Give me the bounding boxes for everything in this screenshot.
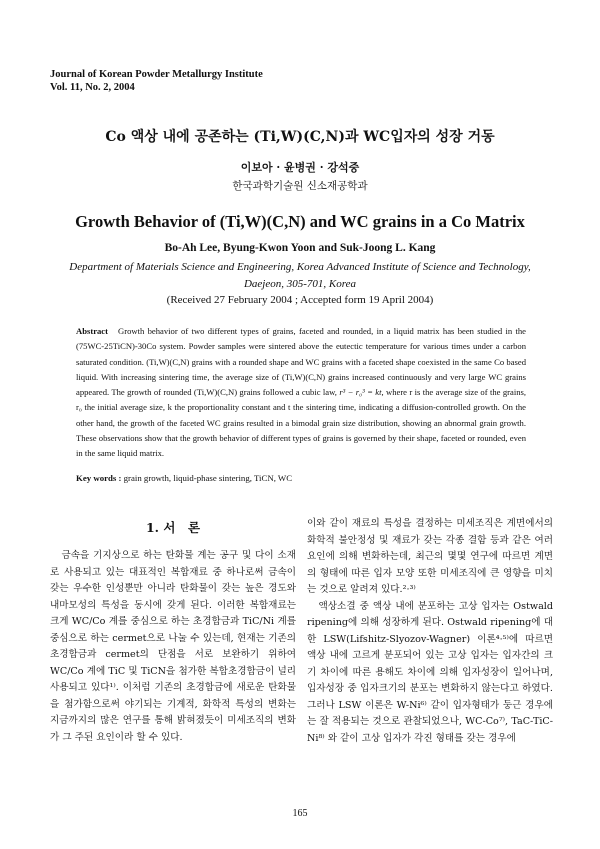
journal-name: Journal of Korean Powder Metallurgy Institute [50, 69, 263, 80]
section-heading: 1. 서 론 [145, 520, 201, 535]
keywords-label: Key words : [76, 473, 122, 483]
abstract-text-1: Growth behavior of two different types of grains, faceted and rounded, in a liquid matrix has been studied in the (75WC-25TiCN)-30Co system. Powder samples were sintered above the eutectic temperature for various times under a carbon saturated condition. (Ti,W)(C,N) grains with a rounded shape and WC grains with a faceted shape coexisted in the same Co based liquid. With increasing sintering time, the average size of (Ti,W)(C,N) grains increased continuously and very large WC grains appeared. The growth of rounded (Ti,W)(C,N) grains followed a cubic law, [76, 326, 526, 398]
right-paragraph-2: 액상소결 중 액상 내에 분포하는 고상 입자는 Ostwald ripening에 의해 성장하게 된다. Ostwald ripening에 대한 LSW(Lifshitz-Slyozov-Wagner) 이론⁴·⁵⁾에 따르면 액상 내에 고르게 분포되어 있는 고상 입자는 입자간의 크기 차이에 따른 용해도 차이에 의해 입자성장이 일어나며, 입자성장 중 입자크기의 분포는 변화하지 않는다고 하였다. 그러나 LSW 이론은 W-Ni⁶⁾ 같이 입자형태가 둥근 경우에는 잘 적용되는 것으로 관찰되었으나, WC-Co⁷⁾, TaC-TiC-Ni⁸⁾ 와 같이 고상 입자가 각진 형태를 갖는 경우에 [307, 600, 553, 744]
right-column [307, 516, 553, 747]
page-number: 165 [292, 808, 308, 819]
abstract [76, 324, 526, 462]
journal-header [50, 68, 263, 94]
english-authors: Bo-Ah Lee, Byung-Kwon Yoon and Suk-Joong L. Kang [164, 242, 436, 254]
abstract-label: Abstract [76, 326, 108, 336]
keywords [76, 473, 526, 483]
abstract-text-2: , where r is the average size of the grains, r₀ the initial average size, k the proportionality constant and t the sintering time, indicating a diffusion-controlled growth. On the other hand, the growth of the faceted WC grains resulted in a bimodal grain size distribution, showing an abnormal grain growth. These observations show that the growth behavior of different types of grains is governed by their shape, faceted or rounded, even in the same liquid matrix. [76, 387, 526, 459]
left-paragraph-1: 금속을 기지상으로 하는 탄화물 계는 공구 및 다이 소재로 사용되고 있는 대표적인 복합재료 중 하나로써 금속이 갖는 우수한 인성뿐만 아니라 탄화물이 갖는 높은 경도와 내마모성의 특성을 동시에 갖게 된다. 이러한 복합재료는 크게 WC/Co 계를 중심으로 하는 초경합금과 TiC/Ni 계를 중심으로 하는 cermet으로 나눌 수 있는데, 현재는 기존의 초경합금과 cermet의 단점을 서로 보완하기 위하여 WC/Co 계에 TiC 및 TiCN을 첨가한 복합초경합금이 널리 사용되고 있다¹⁾. 이처럼 기존의 초경합금에 새로운 탄화물을 첨가함으로써 야기되는 기계적, 화학적 특성의 변화는 지금까지의 많은 연구를 통해 밝혀졌듯이 미세조직의 변화가 그 주된 요인이라 할 수 있다. [50, 550, 296, 743]
received-dates: (Received 27 February 2004 ; Accepted form 19 April 2004) [166, 294, 434, 306]
korean-affiliation: 한국과학기술원 신소재공학과 [232, 180, 368, 192]
right-paragraph-1: 이와 같이 재료의 특성을 결정하는 미세조직은 계면에서의 화학적 불안정성 및 재료가 갖는 각종 결함 등과 같은 여러 요인에 의해 변화하는데, 최근의 몇몇 연구에 따르면 계면의 형태에 따른 입자 모양 또한 미세조직에 큰 영향을 미치는 것으로 알려져 있다.²·³⁾ [307, 518, 553, 595]
keywords-text: grain growth, liquid-phase sintering, TiCN, WC [123, 473, 293, 483]
english-title: Growth Behavior of (Ti,W)(C,N) and WC grains in a Co Matrix [75, 212, 525, 231]
journal-volume: Vol. 11, No. 2, 2004 [50, 82, 135, 93]
department-line-2: Daejeon, 305-701, Korea [243, 278, 357, 290]
korean-authors: 이보아 · 윤병권 · 강석중 [240, 161, 360, 174]
korean-title: Co 액상 내에 공존하는 (Ti,W)(C,N)과 WC입자의 성장 거동 [105, 129, 495, 145]
department-line-1: Department of Materials Science and Engineering, Korea Advanced Institute of Science and Technology, [69, 261, 531, 273]
department [40, 259, 560, 293]
abstract-equation: r³ − r₀³ = kt [339, 387, 382, 398]
left-column [50, 548, 296, 746]
